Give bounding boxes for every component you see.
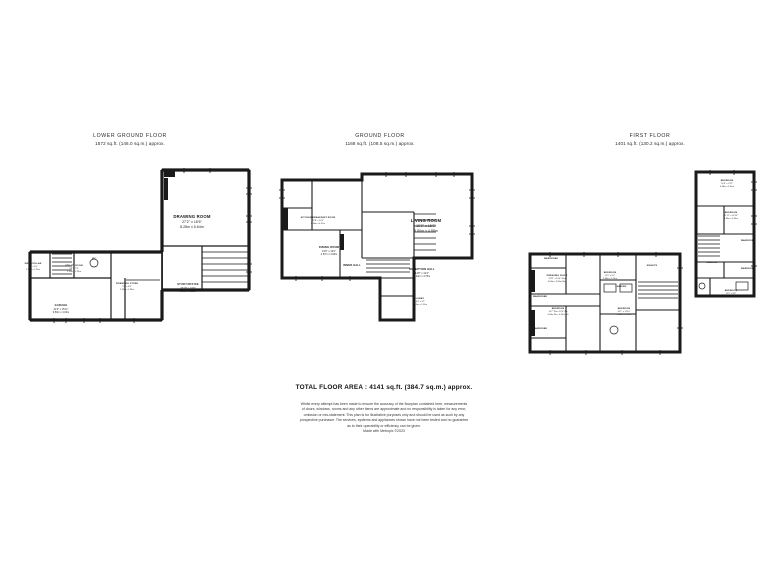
- disclaimer-line-3: omission or mis-statement. This plan is for illustrative purposes only and should be used as such by any: [303, 412, 465, 417]
- floor-area-text: 1401 sq.ft. (130.2 sq.m.) approx.: [615, 140, 685, 146]
- room-ensuite-main: ENSUITE: [646, 265, 658, 267]
- floor-title-lower-ground: [40, 133, 220, 148]
- room-landing-main: LANDING: [615, 286, 627, 288]
- floor-area-text: 1572 sq.ft. (146.0 sq.m.) approx.: [95, 140, 165, 146]
- room-firewood-store: FIREWOOD STORE 9'8" x 6'6" 2.95m x 1.98m: [115, 283, 139, 291]
- disclaimer-line-5: as to their operability or efficiency can be given.: [347, 423, 421, 428]
- room-inner-hall: INNER HALL: [343, 264, 361, 267]
- room-wine-cellar: WINE CELLAR 8'6" x 5'0" 2.59m x 1.52m: [24, 263, 42, 271]
- floor-title-text: FIRST FLOOR: [629, 133, 671, 139]
- room-wc-lower: WC: [92, 258, 96, 260]
- disclaimer-line-4: prospective purchaser. The services, systems and appliances shown have not been tested and no guarantee: [299, 418, 469, 423]
- floor-title-text: LOWER GROUND FLOOR: [93, 133, 167, 139]
- room-utility-room: UTILITY ROOM 8'6" x 7'6" 2.59m x 2.29m: [65, 265, 83, 273]
- room-bedroom-main-upper: BEDROOM 11'5" x 9'0" 3.48m x 2.74m: [603, 272, 617, 280]
- room-bedroom-main-right: BEDROOM 20'1" x 12'10" 6.60m x 3.92m: [617, 308, 631, 316]
- room-drawing-room: DRAWING ROOM 27'2" x 18'6" 8.28m x 5.64m: [173, 214, 211, 229]
- room-wardrobe-wing-2: WARDROBE: [740, 268, 756, 270]
- floor-area-text: 1168 sq.ft. (108.5 sq.m.) approx.: [345, 140, 415, 146]
- room-bedroom-main-left: BEDROOM 14'7" Wx x 13'0" Wx 4.94m Wx x 3.95m Wx: [547, 308, 569, 316]
- room-bedroom-wing-mid: BEDROOM 11'11" x 10'10" 3.63m x 3.30m: [724, 212, 738, 220]
- room-living-room: LIVING ROOM 19'0" x 15'0" 5.80m x 4.88m: [410, 218, 442, 233]
- room-bedroom-wing-bottom: BEDROOM 11'5" x 8'8" 3.48m x 2.65m: [724, 290, 738, 298]
- room-lobby: LOBBY 10'4" x 5'1" 3.15m x 1.55m: [413, 298, 427, 306]
- room-kitchen-breakfast-room: KITCHEN/BREAKFAST ROOM 22'8" x 14'5" 6.90m x 4.07m: [300, 217, 336, 225]
- total-floor-area: TOTAL FLOOR AREA : 4141 sq.ft. (384.7 sq.m.) approx.: [295, 384, 473, 391]
- room-study-office: STUDY/OFFICE 26'18" x 10'9" 6.09m x 3.28m: [177, 283, 199, 293]
- room-wardrobe-wing-1: WARDROBE: [740, 240, 756, 242]
- room-landing-wing: LANDING: [706, 262, 718, 264]
- floor-title-text: GROUND FLOOR: [355, 133, 405, 139]
- room-reception-hall: RECEPTION HALL 14'8" x 12'4" 4.44m x 3.76m: [409, 268, 435, 278]
- floor-title-first: [570, 133, 730, 148]
- room-dining-room: DINING ROOM 15'0" x 13'0" 4.57m x 3.96m: [318, 246, 340, 256]
- room-wardrobe-main-1: WARDROBE: [543, 258, 559, 260]
- room-wardrobe-main-2: WARDROBE: [532, 296, 548, 298]
- room-wardrobe-main-3: WARDROBE: [532, 328, 548, 330]
- room-dressing-room: DRESSING ROOM 11'11" x 10'0" Max 3.64m x 3.06m Max: [546, 275, 568, 283]
- disclaimer-text: [219, 402, 549, 435]
- disclaimer-line-1: Whilst every attempt has been made to ensure the accuracy of the floorplan contained here, measurements: [300, 402, 468, 406]
- room-bedroom-wing-top: BEDROOM 16'4" x 9'11" 4.98m x 3.01m: [720, 180, 734, 188]
- plan-first-floor-wing: [690, 168, 760, 308]
- disclaimer-line-2: of doors, windows, rooms and any other items are approximate and no responsibility is taken for any error,: [301, 407, 467, 412]
- room-garage: GARAGE 31'6" x 15'11" 9.59m x 4.64m: [52, 304, 70, 314]
- disclaimer-line-6: Made with Metropix ©2023: [363, 429, 405, 434]
- floor-title-ground: [300, 133, 460, 148]
